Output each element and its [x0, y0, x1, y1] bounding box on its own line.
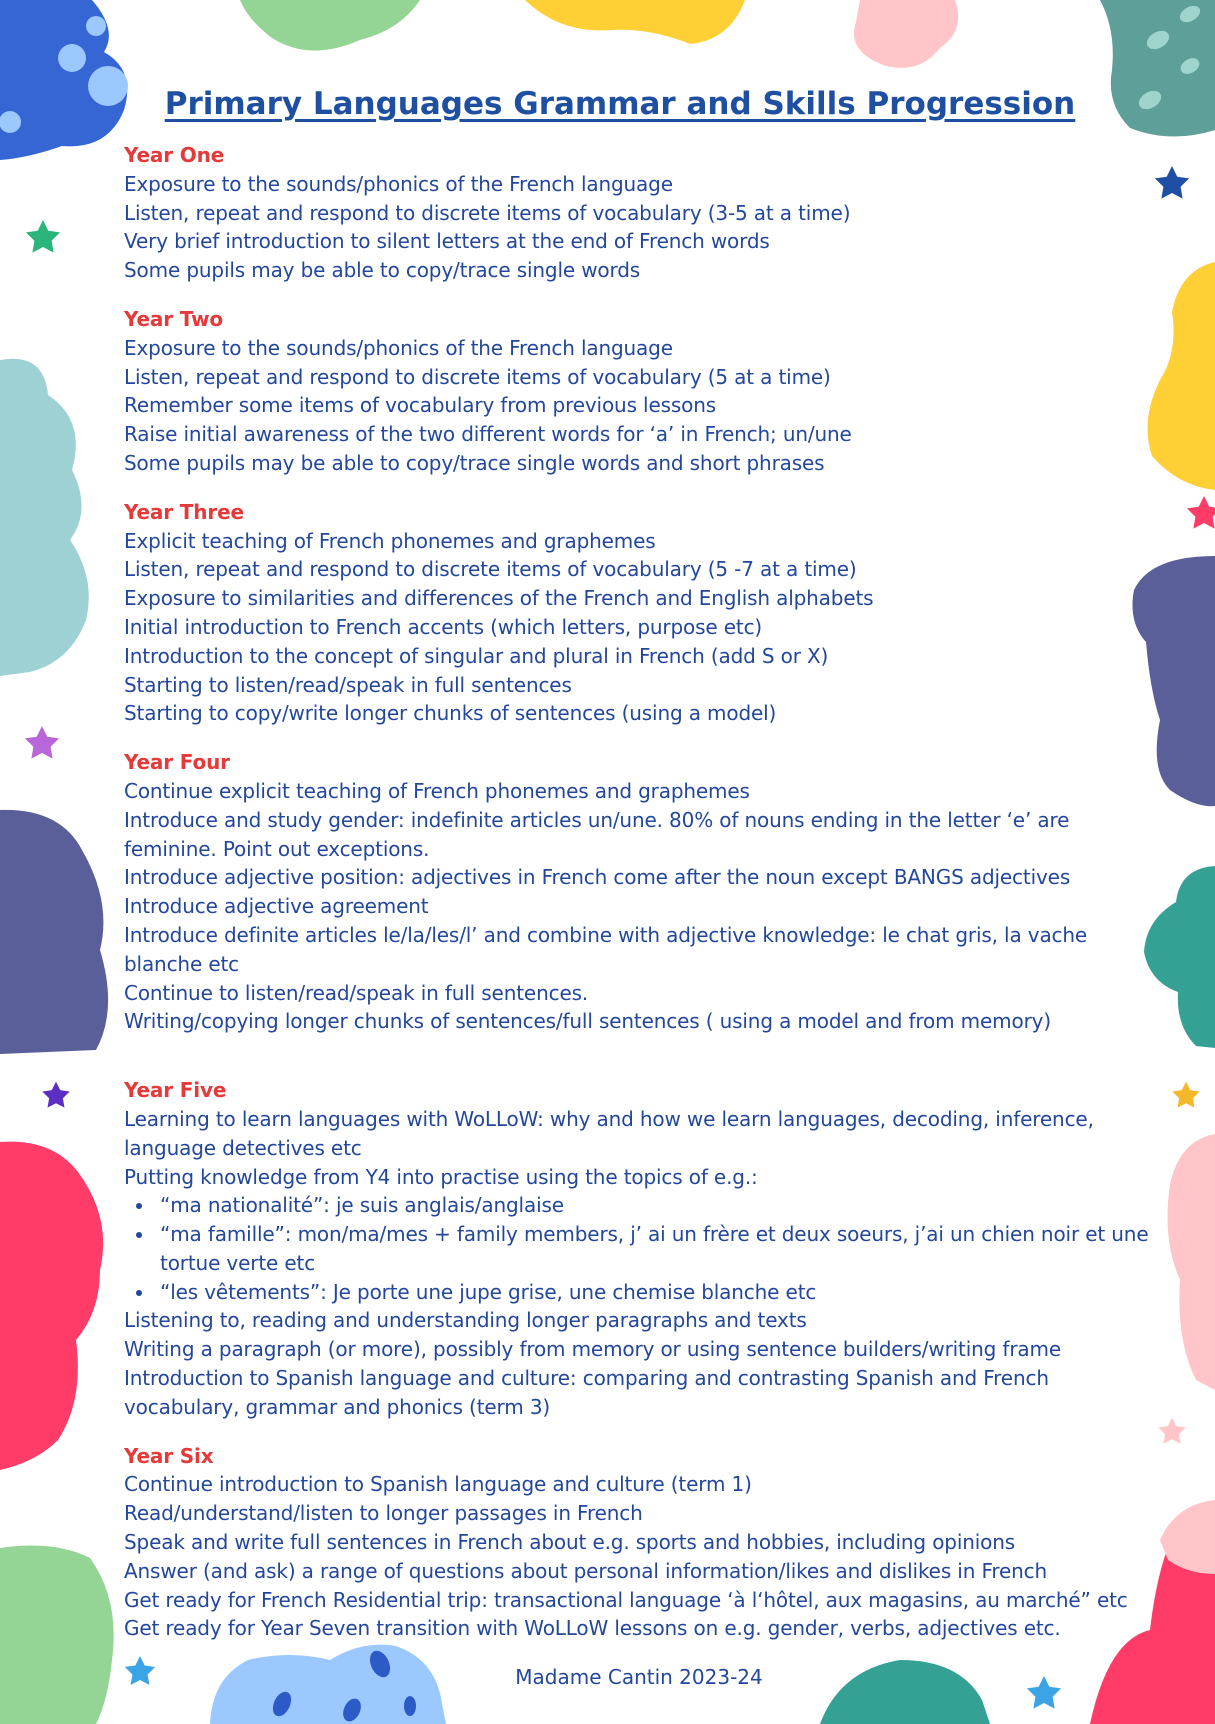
line: Listen, repeat and respond to discrete items of vocabulary (3-5 at a time): [124, 200, 851, 225]
green-blob-bottom-left: [0, 1546, 114, 1724]
line: Listening to, reading and understanding longer paragraphs and texts: [124, 1308, 807, 1333]
line: Exposure to the sounds/phonics of the French language: [124, 171, 673, 196]
progression-content: [124, 141, 1154, 1663]
topic-list: [124, 1191, 1154, 1306]
line: Get ready for Year Seven transition with WoLLoW lessons on e.g. gender, verbs, adjectives etc.: [124, 1616, 1061, 1641]
section-year-three: [124, 498, 1154, 728]
line: Get ready for French Residential trip: transactional language ‘à l‘hôtel, aux magasins, au marché” etc: [124, 1587, 1128, 1612]
line: Raise initial awareness of the two different words for ‘a’ in French; un/une: [124, 422, 852, 447]
line: Starting to copy/write longer chunks of sentences (using a model): [124, 701, 777, 726]
line: Learning to learn languages with WoLLoW: why and how we learn languages, decoding, inference, language detectives etc: [124, 1106, 1094, 1160]
pink-blob-top: [854, 0, 958, 68]
line: Putting knowledge from Y4 into practise using the topics of e.g.:: [124, 1164, 758, 1189]
footer-credit: Madame Cantin 2023-24: [515, 1665, 763, 1689]
line: Speak and write full sentences in French about e.g. sports and hobbies, including opinions: [124, 1530, 1016, 1555]
light-dot: [86, 16, 106, 36]
line: Explicit teaching of French phonemes and graphemes: [124, 528, 656, 553]
line: Introduce definite articles le/la/les/l’ and combine with adjective knowledge: le chat gris, la vache blanche etc: [124, 922, 1088, 976]
section-heading: Year One: [124, 143, 225, 167]
line: Writing/copying longer chunks of sentences/full sentences ( using a model and from memory): [124, 1009, 1051, 1034]
section-heading: Year Four: [124, 750, 230, 775]
section-heading: Year Two: [124, 306, 223, 331]
line: Exposure to similarities and differences of the French and English alphabets: [124, 586, 874, 611]
line: Continue to listen/read/speak in full sentences.: [124, 980, 589, 1005]
teal-blob-right: [1144, 866, 1215, 1048]
line: Introduce adjective position: adjectives in French come after the noun except BANGS adjectives: [124, 865, 1071, 890]
yellow-blob-top: [525, 0, 745, 44]
section-heading: Year Three: [124, 499, 244, 524]
star-icon: [42, 1082, 69, 1108]
page-title: Primary Languages Grammar and Skills Progression: [164, 86, 1076, 122]
yellow-blob-right: [1148, 262, 1215, 490]
section-year-six: [124, 1442, 1154, 1644]
line: Initial introduction to French accents (which letters, purpose etc): [124, 614, 763, 639]
line: Continue introduction to Spanish language and culture (term 1): [124, 1472, 752, 1497]
line: Answer (and ask) a range of questions about personal information/likes and dislikes in French: [124, 1558, 1048, 1583]
line: Remember some items of vocabulary from previous lessons: [124, 393, 717, 418]
line: Listen, repeat and respond to discrete items of vocabulary (5 -7 at a time): [124, 557, 857, 582]
star-icon: [26, 220, 60, 253]
section-year-two: [124, 305, 1154, 478]
line: Read/understand/listen to longer passages in French: [124, 1501, 643, 1526]
pink-blob-right: [1168, 1134, 1215, 1390]
blue-dot: [404, 1696, 416, 1716]
line: Some pupils may be able to copy/trace single words and short phrases: [124, 450, 825, 475]
star-icon: [1172, 1082, 1199, 1108]
line: Introduction to the concept of singular and plural in French (add S or X): [124, 643, 829, 668]
list-item: “ma nationalité”: je suis anglais/anglaise: [124, 1191, 1154, 1220]
line: Starting to listen/read/speak in full sentences: [124, 672, 572, 697]
red-blob-left: [0, 1142, 103, 1470]
list-item: “ma famille”: mon/ma/mes + family members, j’ ai un frère et deux soeurs, j’ai un chien noir et une tortue verte etc: [124, 1220, 1154, 1278]
section-year-four: [124, 748, 1154, 1036]
list-item: “les vêtements”: Je porte une jupe grise, une chemise blanche etc: [124, 1278, 1154, 1307]
line: Listen, repeat and respond to discrete items of vocabulary (5 at a time): [124, 364, 831, 389]
star-icon: [25, 726, 59, 759]
line: Continue explicit teaching of French phonemes and graphemes: [124, 778, 750, 803]
line: Some pupils may be able to copy/trace single words: [124, 258, 641, 283]
light-teal-blob-left: [0, 359, 89, 676]
star-icon: [1187, 496, 1215, 529]
line: Very brief introduction to silent letters at the end of French words: [124, 229, 770, 254]
light-dot: [58, 44, 86, 72]
line: Introduction to Spanish language and culture: comparing and contrasting Spanish and French vocabulary, grammar and phonics (term 3): [124, 1366, 1049, 1419]
line: Introduce adjective agreement: [124, 894, 429, 919]
section-year-one: [124, 141, 1154, 285]
star-icon: [1158, 1418, 1185, 1444]
line: Introduce and study gender: indefinite articles un/une. 80% of nouns ending in the letter ‘e’ are feminine. Point out exceptions.: [124, 807, 1070, 861]
star-icon: [1155, 166, 1189, 199]
section-heading: Year Five: [124, 1078, 227, 1103]
line: Exposure to the sounds/phonics of the French language: [124, 335, 673, 360]
green-blob-top: [240, 0, 420, 51]
purple-blob-left: [0, 810, 108, 1054]
line: Writing a paragraph (or more), possibly from memory or using sentence builders/writing frame: [124, 1337, 1061, 1362]
section-heading: Year Six: [124, 1443, 214, 1468]
section-year-five: [124, 1076, 1154, 1422]
